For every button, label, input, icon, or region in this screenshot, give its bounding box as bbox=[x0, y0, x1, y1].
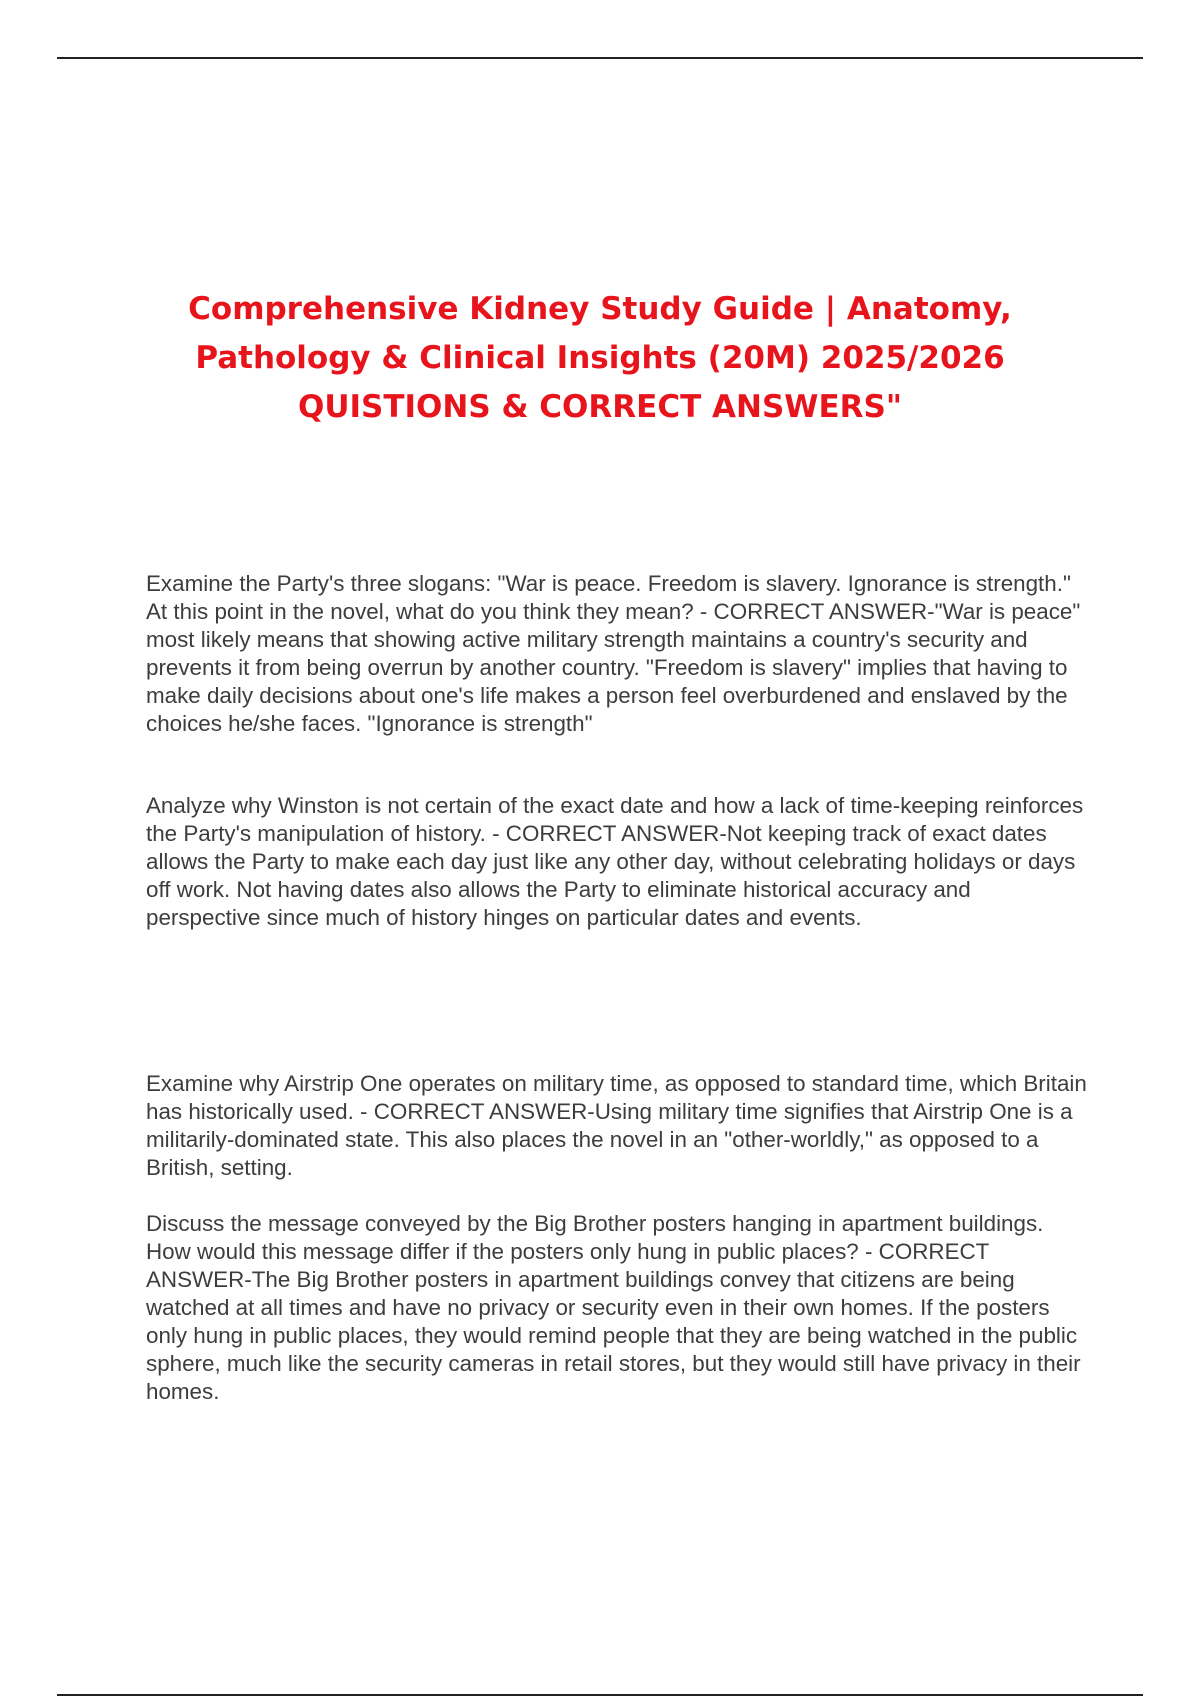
qa-entry-3: Examine why Airstrip One operates on military time, as opposed to standard time, which Britain has historically used. - CORRECT ANSWER-Using military time signifies that Airstrip One is a militarily-dominated state. This also places the novel in an "other-worldly," as opposed to a British, setting. bbox=[146, 1071, 1087, 1180]
top-rule bbox=[57, 57, 1143, 59]
qa-entry-1: Examine the Party's three slogans: "War is peace. Freedom is slavery. Ignorance is strength." At this point in the novel, what do you think they mean? - CORRECT ANSWER-"War is peace" most likely means that showing active military strength maintains a country's security and prevents it from being overrun by another country. "Freedom is slavery" implies that having to make daily decisions about one's life makes a person feel overburdened and enslaved by the choices he/she faces. "Ignorance is strength" bbox=[146, 571, 1081, 736]
qa-entry-4: Discuss the message conveyed by the Big Brother posters hanging in apartment buildings. How would this message differ if the posters only hung in public places? - CORRECT ANSWER-The Big Brother posters in apartment buildings convey that citizens are being watched at all times and have no privacy or security even in their own homes. If the posters only hung in public places, they would remind people that they are being watched in the public sphere, much like the security cameras in retail stores, but they would still have privacy in their homes. bbox=[146, 1211, 1081, 1404]
bottom-rule bbox=[57, 1694, 1143, 1696]
document-title: Comprehensive Kidney Study Guide | Anatomy, Pathology & Clinical Insights (20M) 2025/2026 QUISTIONS & CORRECT ANSWERS" bbox=[188, 291, 1012, 425]
qa-entry-2: Analyze why Winston is not certain of the exact date and how a lack of time-keeping reinforces the Party's manipulation of history. - CORRECT ANSWER-Not keeping track of exact dates allows the Party to make each day just like any other day, without celebrating holidays or days off work. Not having dates also allows the Party to eliminate historical accuracy and perspective since much of history hinges on particular dates and events. bbox=[146, 793, 1084, 930]
